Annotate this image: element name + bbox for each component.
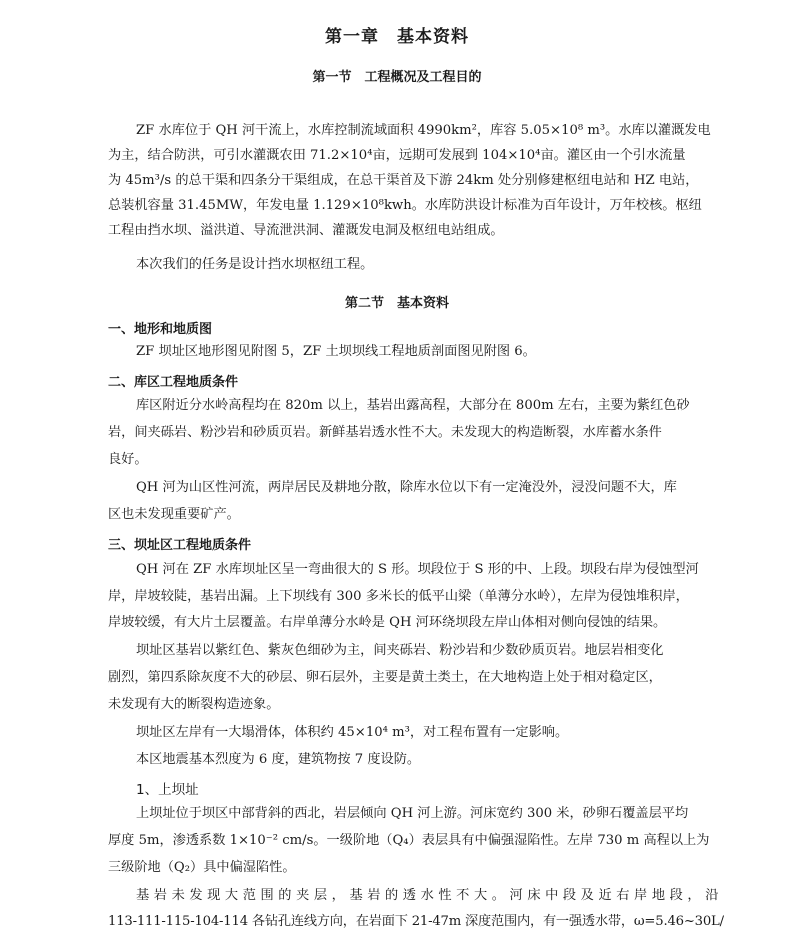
heading-upper-dam-site: 1、上坝址 <box>136 782 199 798</box>
body-line: 本区地震基本烈度为 6 度，建筑物按 7 度设防。 <box>136 752 421 767</box>
body-line: QH 河为山区性河流，两岸居民及耕地分散，除库水位以下有一定淹没外，浸没问题不大，库 <box>136 480 677 495</box>
body-line: 113-111-115-104-114 各钻孔连线方向，在岩面下 21-47m 深度范围内，有一强透水带，ω=5.46~30L/ <box>108 914 724 929</box>
section-2-title: 第二节 基本资料 <box>344 296 449 311</box>
body-line: 为主，结合防洪，可引水灌溉农田 71.2×10⁴亩，远期可发展到 104×10⁴亩。灌区由一个引水流量 <box>108 148 686 163</box>
body-line: 上坝址位于坝区中部背斜的西北，岩层倾向 QH 河上游。河床宽约 300 米，砂卵石覆盖层平均 <box>136 806 689 821</box>
body-line: 岸，岸坡较陡，基岩出漏。上下坝线有 300 多米长的低平山梁（单薄分水岭），左岸为侵蚀堆积岸， <box>108 589 689 604</box>
heading-terrain: 一、地形和地质图 <box>108 322 213 337</box>
body-line: ZF 水库位于 QH 河干流上，水库控制流域面积 4990km²，库容 5.05×10⁸ m³。水库以灌溉发电 <box>136 123 711 138</box>
body-line: 三级阶地（Q₂）具中偏湿陷性。 <box>108 860 296 875</box>
body-line: 本次我们的任务是设计挡水坝枢纽工程。 <box>136 257 374 272</box>
body-line: ZF 坝址区地形图见附图 5，ZF 土坝坝线工程地质剖面图见附图 6。 <box>136 344 536 359</box>
body-line: 工程由挡水坝、溢洪道、导流泄洪洞、灌溉发电洞及枢纽电站组成。 <box>108 223 504 238</box>
body-line: 良好。 <box>108 452 148 467</box>
section-1-title: 第一节 工程概况及工程目的 <box>312 70 482 85</box>
body-line: 库区附近分水岭高程均在 820m 以上，基岩出露高程，大部分在 800m 左右，主要为紫红色砂 <box>136 398 690 413</box>
body-line: 总装机容量 31.45MW，年发电量 1.129×10⁸kwh。水库防洪设计标准为百年设计，万年校核。枢纽 <box>108 198 702 213</box>
body-line: 区也未发现重要矿产。 <box>108 507 240 522</box>
body-line: QH 河在 ZF 水库坝址区呈一弯曲很大的 S 形。坝段位于 S 形的中、上段。坝段右岸为侵蚀型河 <box>136 562 699 577</box>
body-line: 坝址区基岩以紫红色、紫灰色细砂为主，间夹砾岩、粉沙岩和少数砂质页岩。地层岩相变化 <box>136 643 664 658</box>
body-line: 岩，间夹砾岩、粉沙岩和砂质页岩。新鲜基岩透水性不大。未发现大的构造断裂，水库蓄水条件 <box>108 425 662 440</box>
body-line: 岸坡较缓，有大片土层覆盖。右岸单薄分水岭是 QH 河环绕坝段左岸山体相对侧向侵蚀的结果。 <box>108 615 667 630</box>
body-line: 厚度 5m，渗透系数 1×10⁻² cm/s。一级阶地（Q₄）表层具有中偏强湿陷性。左岸 730 m 高程以上为 <box>108 833 710 848</box>
body-line: 基岩未发现大范围的夹层，基岩的透水性不大。河床中段及近右岸地段，沿 <box>136 888 723 903</box>
body-line: 未发现有大的断裂构造迹象。 <box>108 697 280 712</box>
heading-dam-site-geology: 三、坝址区工程地质条件 <box>108 538 252 553</box>
body-line: 坝址区左岸有一大塌滑体，体积约 45×10⁴ m³，对工程布置有一定影响。 <box>136 725 569 740</box>
body-line: 剧烈，第四系除灰度不大的砂层、卵石层外，主要是黄土类土，在大地构造上处于相对稳定区， <box>108 670 662 685</box>
heading-reservoir-geology: 二、库区工程地质条件 <box>108 375 239 390</box>
chapter-title: 第一章 基本资料 <box>325 27 469 47</box>
body-line: 为 45m³/s 的总干渠和四条分干渠组成，在总干渠首及下游 24km 处分别修建枢纽电站和 HZ 电站， <box>108 173 699 188</box>
